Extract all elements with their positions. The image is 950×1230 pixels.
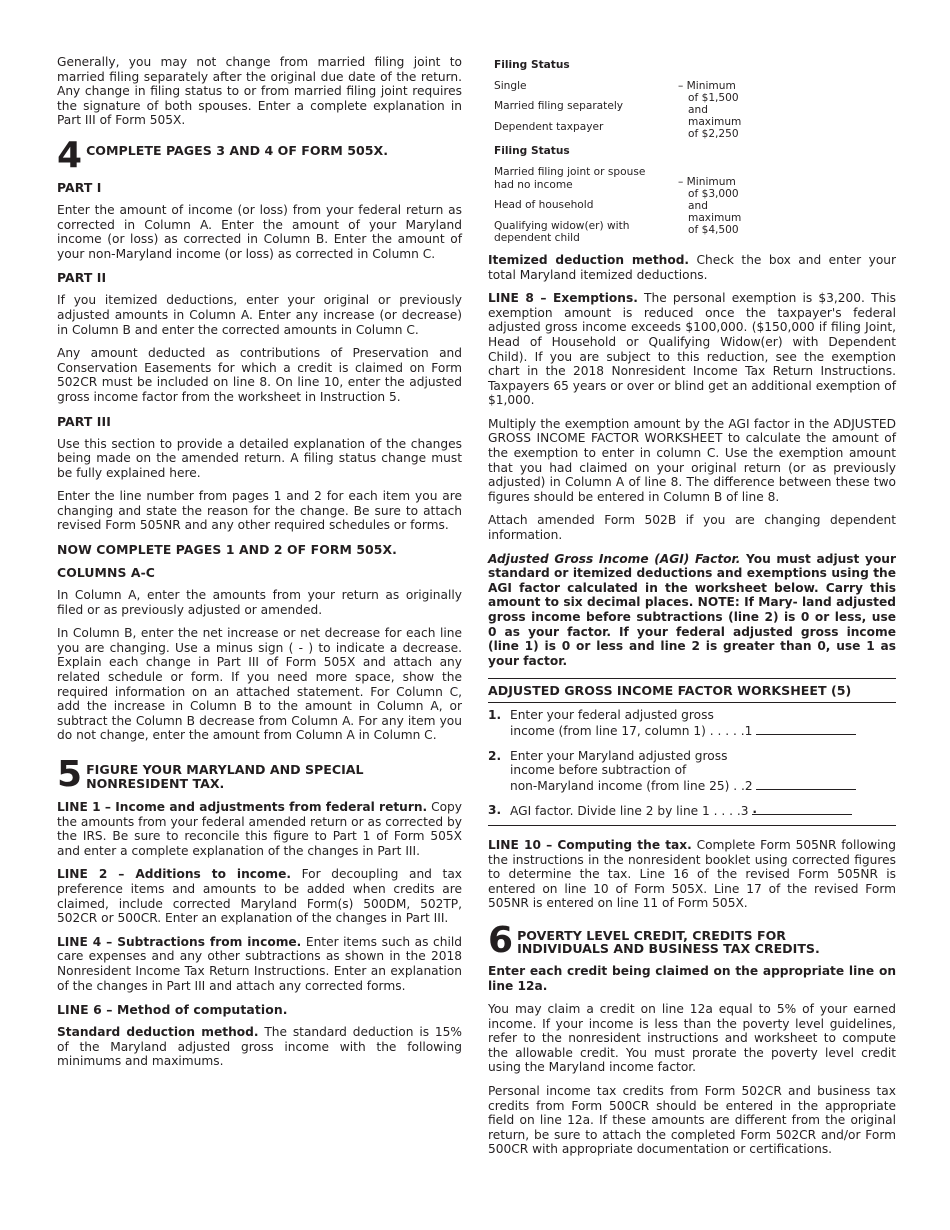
agi-worksheet (488, 678, 896, 826)
section-6-header (488, 919, 896, 961)
left-column (57, 55, 462, 1078)
section-number: 5 (57, 754, 83, 795)
columns-text: In Column A, enter the amounts from your return as originally filed or as previously adjusted or amended. (57, 588, 462, 617)
filing-status-heading: Filing Status (494, 59, 570, 71)
filing-status-item: Married filing separately (494, 100, 624, 113)
columns-text: In Column B, enter the net increase or net decrease for each line you are changing. Use a minus sign ( - ) to indicate a decrease. Explain each change in Part III of Form 505X and attach any related schedule or form. If you need more space, show the required information on an attached statement. For Column C, add the increase in Column B to the amount in Column A, or subtract the Column B decrease from Column A. For any item you do not change, enter the amount from Column A in Column C. (57, 626, 462, 743)
line-4-paragraph: LINE 4 – Subtractions from income. Enter items such as child care expenses and any other subtractions as shown in the 2018 Nonresident Income Tax Return Instructions. Enter an explanation of the changes in Part III and attach any corrected forms. (57, 934, 462, 993)
deduction-range: – Minimum of $1,500 and maximum of $2,250 (678, 79, 742, 140)
columns-heading: COLUMNS A-C (57, 565, 156, 581)
line-6-heading: LINE 6 – Method of computation. (57, 1002, 288, 1018)
worksheet-title: ADJUSTED GROSS INCOME FACTOR WORKSHEET (5) (488, 679, 896, 703)
right-column (488, 55, 896, 1166)
worksheet-line-3-field[interactable]: . (752, 803, 852, 815)
section-5-header (57, 754, 462, 795)
enter-each-credit: Enter each credit being claimed on the appropriate line on line 12a. (488, 963, 896, 993)
worksheet-line-1: 1. Enter your federal adjusted gross income (from line 17, column 1) . . . . .1 (488, 708, 896, 738)
poverty-paragraph: You may claim a credit on line 12a equal to 5% of your earned income. If your income is less than the poverty level guidelines, refer to the nonresident instructions and worksheet to compute the allowable credit. You must prorate the poverty level credit using the Maryland income factor. (488, 1002, 896, 1075)
line-1-paragraph: LINE 1 – Income and adjustments from federal return. Copy the amounts from your federal amended return or as corrected by the IRS. Be sure to reconcile this figure to Part 1 of Form 505X and enter a complete explanation of the changes in Part III. (57, 800, 463, 858)
part-3-text: Enter the line number from pages 1 and 2 for each item you are changing and state the reason for the change. Be sure to attach revised Form 505NR and any other required schedules or forms. (57, 489, 462, 533)
section-title: POVERTY LEVEL CREDIT, CREDITS FOR INDIVIDUALS AND BUSINESS TAX CREDITS. (517, 927, 820, 957)
standard-deduction-paragraph: Standard deduction method. The standard deduction is 15% of the Maryland adjusted gross income with the following minimums and maximums. (57, 1025, 462, 1069)
filing-status-table-1 (494, 59, 896, 141)
section-number: 4 (57, 134, 83, 176)
part-1-text: Enter the amount of income (or loss) from your federal return as corrected in Column A. Enter the amount of your Maryland income (or loss) as corrected in Column B. Enter the amount of your non-Maryland income (or loss) as corrected in Column C. (57, 202, 462, 261)
agi-paragraph: Adjusted Gross Income (AGI) Factor. You must adjust your standard or itemized deductions and exemptions using the AGI factor calculated in the worksheet below. Carry this amount to six decimal places. NOTE: If Mary- land adjusted gross income before subtractions (line 2) is 0 or less, use 0 as your factor. If your federal adjusted gross income (line 1) is 0 or less and line 2 is greater than 0, use 1 as your factor. (488, 551, 896, 668)
part-2-text: If you itemized deductions, enter your original or previously adjusted amounts in Column A. Enter any increase (or decrease) in Column B and enter the corrected amounts in Column C. (57, 293, 462, 337)
itemized-paragraph: Itemized deduction method. Check the box and enter your total Maryland itemized deductions. (488, 252, 897, 282)
section-4-header (57, 134, 462, 176)
part-2-text: Any amount deducted as contributions of Preservation and Conservation Easements for which a credit is claimed on Form 502CR must be included on line 8. On line 10, enter the adjusted gross income factor from the worksheet in Instruction 5. (57, 346, 462, 404)
now-complete-heading: NOW COMPLETE PAGES 1 AND 2 OF FORM 505X. (57, 542, 397, 558)
filing-status-heading: Filing Status (494, 145, 570, 158)
line-8-paragraph: LINE 8 – Exemptions. The personal exemption is $3,200. This exemption amount is reduced once the taxpayer's federal adjusted gross income exceeds $100,000. ($150,000 if filing Joint, Head of Household or Qualifying Widow(er) with Dependent Child). If you are subject to this reduction, see the exemption chart in the 2018 Nonresident Income Tax Return Instructions. Taxpayers 65 years or over or blind get an additional exemption of $1,000. (488, 291, 896, 408)
worksheet-line-3: 3. AGI factor. Divide line 2 by line 1 . . . .3 . (488, 803, 896, 819)
filing-status-item: Head of household (494, 199, 594, 212)
part-3-text: Use this section to provide a detailed explanation of the changes being made on the amended return. A filing status change must be fully explained here. (57, 436, 462, 480)
deduction-range: – Minimum of $3,000 and maximum of $4,500 (678, 175, 742, 236)
section-number: 6 (488, 919, 514, 961)
filing-status-item: Married filing joint or spouse had no income (494, 165, 646, 191)
section-title: COMPLETE PAGES 3 AND 4 OF FORM 505X. (86, 142, 389, 158)
personal-credits-paragraph: Personal income tax credits from Form 502CR and business tax credits from Form 500CR should be entered in the appropriate field on line 12a. If these amounts are different from the original return, be sure to attach the completed Form 502CR and/or Form 500CR with appropriate documentation or certifications. (488, 1084, 896, 1157)
section-title: FIGURE YOUR MARYLAND AND SPECIAL NONRESIDENT TAX. (86, 762, 364, 791)
line-2-paragraph: LINE 2 – Additions to income. For decoupling and tax preference items and amounts to be added when credits are claimed, include corrected Maryland Form(s) 500DM, 502TP, 502CR or 500CR. Enter an explanation of the changes in Part III. (57, 867, 462, 926)
part-2-heading: PART II (57, 270, 107, 286)
filing-status-item: Dependent taxpayer (494, 120, 604, 133)
filing-status-item: Single (494, 79, 527, 92)
part-1-heading: PART I (57, 179, 102, 195)
attach-paragraph: Attach amended Form 502B if you are changing dependent information. (488, 513, 896, 543)
line-10-paragraph: LINE 10 – Computing the tax. Complete Form 505NR following the instructions in the nonresident booklet using corrected figures to determine the tax. Line 16 of the revised Form 505NR is entered on line 10 of Form 505X. Line 17 of the revised Form 505NR is entered on line 11 of Form 505X. (488, 837, 896, 911)
multiply-paragraph: Multiply the exemption amount by the AGI factor in the ADJUSTED GROSS INCOME FACTOR WORKSHEET to calculate the amount of the exemption to enter in column C. Use the exemption amount that you had claimed on your original return (or as previously adjusted) in Column A of line 8. The difference between these two figures should be entered in Column B of line 8. (488, 416, 896, 504)
filing-status-item: Qualifying widow(er) with dependent child (494, 219, 630, 245)
filing-status-table-2 (494, 145, 896, 253)
worksheet-line-1-field[interactable] (756, 723, 856, 735)
intro-paragraph: Generally, you may not change from married filing joint to married filing separately after the original due date of the return. Any change in filing status to or from married filing joint requires the signature of both spouses. Enter a complete explanation in Part III of Form 505X. (57, 55, 462, 128)
worksheet-line-2-field[interactable] (756, 778, 856, 790)
worksheet-line-2: 2. Enter your Maryland adjusted gross income before subtraction of non-Maryland income (from line 25) . .2 (488, 749, 896, 794)
part-3-heading: PART III (57, 413, 111, 429)
